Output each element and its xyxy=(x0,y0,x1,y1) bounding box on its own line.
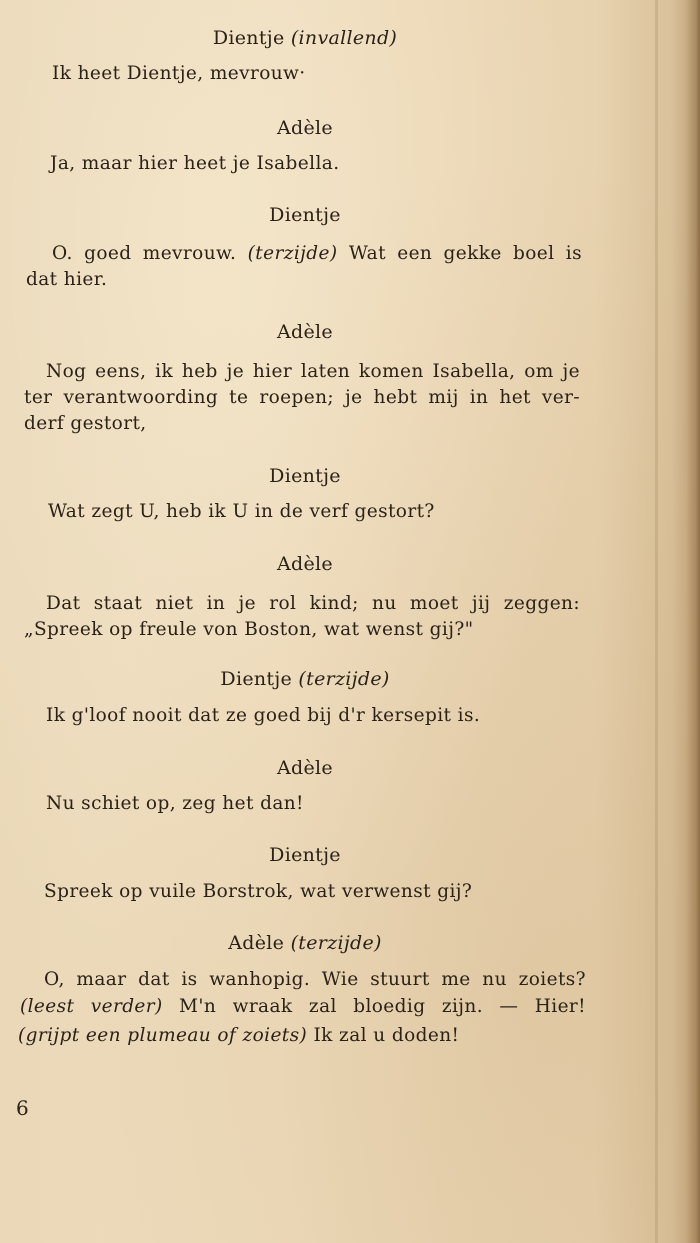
speaker-heading xyxy=(0,552,610,576)
speaker-name: Adèle xyxy=(277,117,333,139)
line-text: M'n wraak zal bloedig zijn. — Hier! xyxy=(162,996,586,1017)
dialogue-line: „Spreek op freule von Boston, wat wenst gij?" xyxy=(24,619,474,640)
speaker-heading xyxy=(0,667,610,691)
speaker-heading xyxy=(0,26,610,50)
speaker-name: Adèle xyxy=(228,932,285,954)
speaker-heading xyxy=(0,843,610,867)
dialogue-line: Dat staat niet in je rol kind; nu moet jij zeggen: xyxy=(46,593,580,614)
speaker-heading xyxy=(0,116,610,140)
dialogue-line xyxy=(52,242,582,266)
stage-direction: (terzijde) xyxy=(247,243,338,264)
dialogue-line: Nu schiet op, zeg het dan! xyxy=(46,793,304,814)
speaker-heading xyxy=(0,756,610,780)
stage-direction: (grijpt een plumeau of zoiets) xyxy=(18,1025,308,1046)
stage-direction: (leest verder) xyxy=(20,996,163,1017)
speaker-name: Dientje xyxy=(269,844,341,866)
page-edge-shadow xyxy=(686,0,700,1243)
speaker-heading xyxy=(0,931,610,955)
dialogue-line xyxy=(18,1024,459,1048)
dialogue-line: Nog eens, ik heb je hier laten komen Isabella, om je xyxy=(46,361,580,382)
dialogue-line xyxy=(20,995,586,1019)
speaker-heading xyxy=(0,203,610,227)
line-text: Wat een gekke boel is xyxy=(337,243,582,264)
speaker-name: Adèle xyxy=(277,757,333,779)
speaker-name: Dientje xyxy=(269,204,341,226)
stage-direction: (terzijde) xyxy=(298,668,390,690)
speaker-heading xyxy=(0,320,610,344)
page-fold xyxy=(655,0,658,1243)
speaker-name: Dientje xyxy=(212,27,285,49)
dialogue-line: ter verantwoording te roepen; je hebt mij in het ver- xyxy=(24,387,580,408)
dialogue-line: Ik g'loof nooit dat ze goed bij d'r kersepit is. xyxy=(46,705,481,726)
dialogue-line: Ja, maar hier heet je Isabella. xyxy=(50,153,340,174)
dialogue-line: Ik heet Dientje, mevrouw· xyxy=(52,63,306,84)
dialogue-line: derf gestort, xyxy=(24,413,147,434)
page-number: 6 xyxy=(16,1096,29,1120)
speaker-name: Dientje xyxy=(269,465,341,487)
stage-direction: (invallend) xyxy=(290,27,398,49)
dialogue-line: Wat zegt U, heb ik U in de verf gestort? xyxy=(48,501,435,522)
dialogue-line: Spreek op vuile Borstrok, wat verwenst gij? xyxy=(44,881,473,902)
stage-direction: (terzijde) xyxy=(290,932,382,954)
speaker-heading xyxy=(0,464,610,488)
speaker-name: Adèle xyxy=(277,321,333,343)
dialogue-line: O, maar dat is wanhopig. Wie stuurt me nu zoiets? xyxy=(44,969,586,990)
line-text: Ik zal u doden! xyxy=(307,1025,460,1046)
speaker-name: Adèle xyxy=(277,553,333,575)
dialogue-line: dat hier. xyxy=(26,269,108,290)
line-text: O. goed mevrouw. xyxy=(52,243,248,264)
speaker-name: Dientje xyxy=(220,668,293,690)
